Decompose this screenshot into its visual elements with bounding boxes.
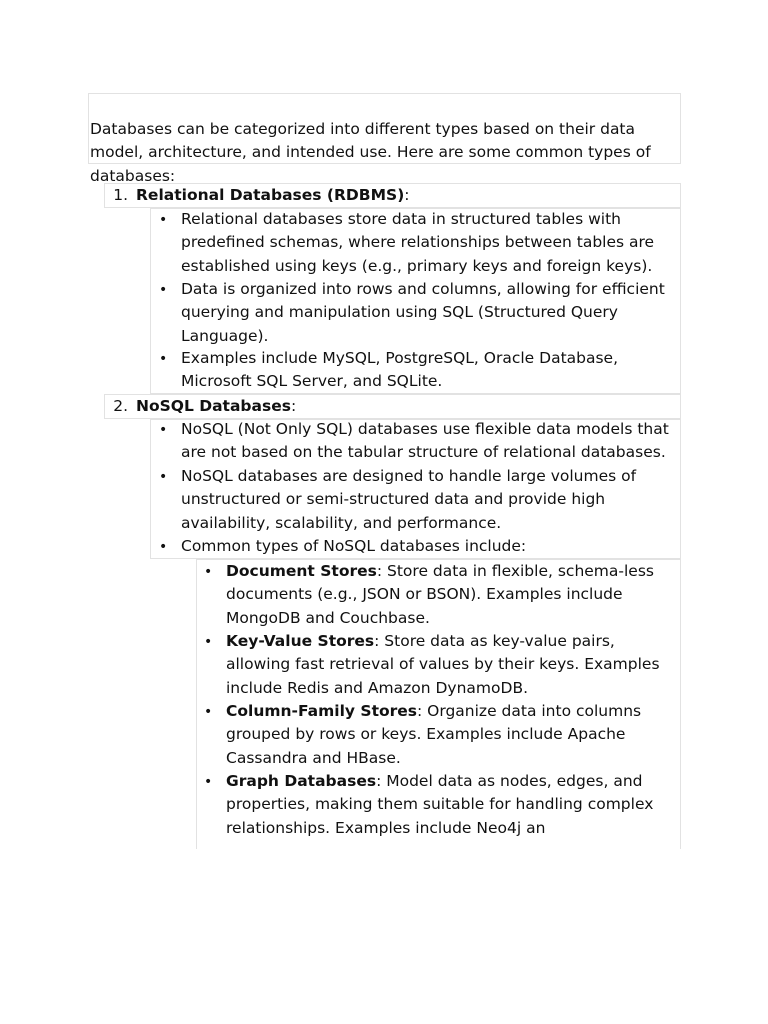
bullet-icon: • <box>159 212 168 228</box>
subtype-graph-databases <box>226 770 676 840</box>
subtype-term: Column-Family Stores <box>226 702 418 720</box>
section-2-heading <box>136 395 676 418</box>
subtype-desc: : Organize data into columns grouped by rows or keys. Examples include Apache Cassandra and HBase. <box>226 702 642 767</box>
bullet-icon: • <box>159 469 168 485</box>
section-1-heading <box>136 184 676 207</box>
section-1-bullet-3: Examples include MySQL, PostgreSQL, Oracle Database, Microsoft SQL Server, and SQLite. <box>181 349 619 391</box>
subtype-term: Graph Databases <box>226 772 377 790</box>
bullet-icon: • <box>204 564 213 580</box>
section-2-number: 2. <box>113 397 128 415</box>
subtype-document-stores <box>226 560 676 630</box>
subtype-desc: : Store data as key-value pairs, allowing fast retrieval of values by their keys. Examples include Redis and Amazon DynamoDB. <box>226 632 660 697</box>
section-1-title: Relational Databases (RDBMS) <box>136 186 405 204</box>
section-1-bullet-2: Data is organized into rows and columns, allowing for efficient querying and manipulation using SQL (Structured Query Language). <box>181 280 665 345</box>
section-2-bullet-2: NoSQL databases are designed to handle large volumes of unstructured or semi-structured data and provide high availability, scalability, and performance. <box>181 467 637 532</box>
subtype-term: Key-Value Stores <box>226 632 375 650</box>
bullet-icon: • <box>159 539 168 555</box>
section-2-title: NoSQL Databases <box>136 397 291 415</box>
subtype-term: Document Stores <box>226 562 377 580</box>
bullet-icon: • <box>204 634 213 650</box>
section-2-bullet-3: Common types of NoSQL databases include: <box>181 537 527 555</box>
bullet-icon: • <box>159 422 168 438</box>
section-1-number: 1. <box>113 186 128 204</box>
section-2-title-suffix: : <box>290 397 297 415</box>
section-1-title-suffix: : <box>404 186 410 204</box>
subtype-desc: : Store data in flexible, schema-less documents (e.g., JSON or BSON). Examples include MongoDB and Couchbase. <box>226 562 654 627</box>
subtype-key-value-stores <box>226 630 676 700</box>
subtype-column-family-stores <box>226 700 676 770</box>
section-2-bullet-1: NoSQL (Not Only SQL) databases use flexible data models that are not based on the tabular structure of relational databases. <box>181 420 669 462</box>
section-1-bullet-1: Relational databases store data in structured tables with predefined schemas, where relationships between tables are established using keys (e.g., primary keys and foreign keys). <box>181 210 655 275</box>
subtype-desc: : Model data as nodes, edges, and properties, making them suitable for handling complex relationships. Examples include Neo4j an <box>226 772 654 837</box>
bullet-icon: • <box>204 704 213 720</box>
bullet-icon: • <box>204 774 213 790</box>
intro-paragraph: Databases can be categorized into different types based on their data model, architecture, and intended use. Here are some common types of databases: <box>90 120 651 185</box>
bullet-icon: • <box>159 351 168 367</box>
bullet-icon: • <box>159 282 168 298</box>
